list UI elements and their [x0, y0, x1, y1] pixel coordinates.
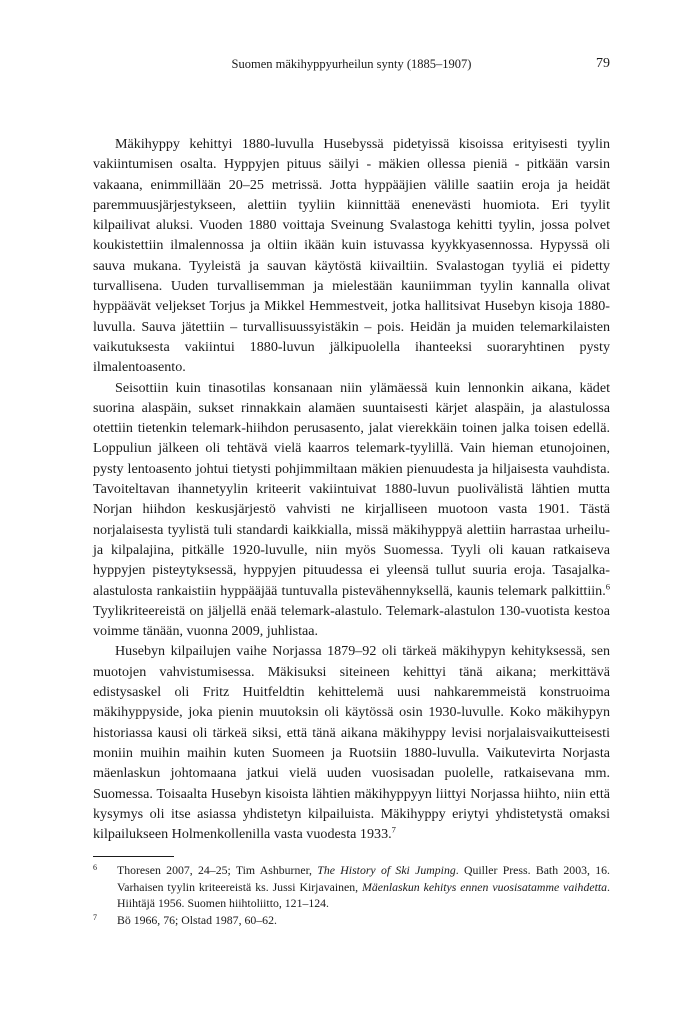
footnote — [93, 862, 610, 912]
footnote-text: . Hiihtäjä 1956. Suomen hiihtoliitto, 121–124. — [117, 879, 610, 910]
footnote — [93, 912, 610, 929]
book-title: The History of Ski Jumping — [317, 863, 456, 877]
footnote-number: 6 — [93, 863, 97, 872]
paragraph — [93, 134, 610, 378]
paragraph-text: Tyylikriteereistä on jäljellä enää telemark-alastulo. Telemark-alastulon 130-vuotista kestoa voimme tänään, vuonna 2009, juhlistaa. — [93, 602, 610, 640]
footnote-number: 7 — [93, 912, 97, 922]
footnote-text: Thoresen 2007, 24–25; Tim Ashburner, — [117, 863, 318, 877]
footnote-text: . Quiller Press. Bath 2003, 16. Varhaisen tyylin kriteereistä ks. Jussi Kirjavainen, — [117, 863, 610, 894]
page-header — [93, 56, 610, 74]
footnote-reference[interactable]: 6 — [605, 580, 610, 591]
paragraph — [93, 641, 610, 844]
paragraph-text: Seisottiin kuin tinasotilas konsanaan niin ylämäessä kuin lennonkin aikana, kädet suorina alaspäin, sukset rinnakkain alamäen suuntaisesti kärjet alaspäin, ja alastulossa otettiin tietenkin telemark-hiihdon perusasento, jalat vierekkäin toinen jalka toisen edellä. Loppuliun jälkeen oli tehtävä vielä kaarros telemark-tyylillä. Vain hieman etunojoinen, pysty lentoasento johtui tietysti pohjimmiltaan mäkien pienuudesta ja hiljaisesta vauhdista. Tavoiteltavan ihannetyylin kriteerit vakiintuivat 1880-luvun puolivälistä lähtien mutta Norjan hiihdon keskusjärjestö vahvisti ne kirjalliseen muotoon vasta 1901. Tästä norjalaisesta tyylistä tuli standardi kaikkialla, missä mäkihyppyä alettiin harrastaa urheilu- ja kilpalajina, pitkälle 1920-luvulle, niin myös Suomessa. Tyyli oli kauan ratkaiseva hyppyjen pisteytyksessä, hyppyjen pituudessa ei yleensä tullut suuria eroja. Tasajalka-alastulosta rankaistiin hyppääjää tuntuvalla pistevähennyksellä, kaunis telemark palkittiin. — [93, 379, 610, 599]
footnotes — [93, 862, 610, 928]
body-text — [93, 134, 610, 844]
page-number: 79 — [596, 56, 610, 71]
paragraph-text: Mäkihyppy kehittyi 1880-luvulla Husebyssä pidetyissä kisoissa erityisesti tyylin vakiintumisen osalta. Hyppyjen pituus säilyi - mäkien ollessa pieniä - pitkään varsin vakaana, enimmillään 20–25 metrissä. Jotta hyppääjien välille saatiin eroja ja heidät paremmuusjärjestykseen, alettiin tyyliin kiinnittää enenevästi huomiota. Eri tyylit kilpailivat aluksi. Vuoden 1880 voittaja Sveinung Svalastoga kehitti tyylin, jossa polvet koukistettiin ilmalennossa ja oltiin ikään kuin istuvassa kyykkyasennossa. Hypyssä oli sauva mukana. Tyyleistä ja sauvan käytöstä kiivailtiin. Svalastogan tyyliä ei pidetty turvallisena. Uuden turvallisemman ja mielestään kauniimman tyylin kannalla olivat hyppäävät veljekset Torjus ja Mikkel Hemmestveit, jotka hallitsivat Husebyn kisoja 1880-luvulla. Sauva jätettiin – turvallisuussyistäkin – pois. Heidän ja muiden telemarkilaisten vaikutuksesta vakiintui 1880-luvun jälkipuolella ihanteeksi suoraryhtinen pysty ilmalentoasento. — [93, 136, 610, 376]
footnote-text: Bö 1966, 76; Olstad 1987, 60–62. — [117, 912, 277, 927]
article-title: Mäenlaskun kehitys ennen vuosisatamme vaihdetta — [362, 879, 608, 894]
paragraph — [93, 378, 610, 642]
paragraph-text: Husebyn kilpailujen vaihe Norjassa 1879–92 oli tärkeä mäkihypyn kehityksessä, sen muotojen vahvistumisessa. Mäkisuksi siteineen kehittyi tänä aikana; merkittävä edistysaskel oli Fritz Huitfeldtin kehittelemä uusi nahkaremmeistä konstruoima mäkihyppyside, joka pienin muutoksin oli käytössä osin 1930-luvulle. Koko mäkihypyn historiassa kausi oli tärkeä siksi, että tänä aikana mäkihyppy levisi norjalaisvaikutteisesti moniin muihin maihin kuten Suomeen ja Ruotsiin 1880-luvulla. Vaikutevirta Norjasta mäenlaskun johtomaana jatkui vielä uuden vuosisadan puolelle, ratkaisevana mm. Suomessa. Toisaalta Husebyn kisoista lähtien mäkihyppyyn liittyi Norjassa hiihto, niin että kysymys oli itse asiassa yhdistetyn kilpailuista. Mäkihyppy eriytyi yhdistetystä omaksi kilpailukseen Holmenkollenilla vasta vuodesta 1933. — [93, 643, 610, 843]
footnote-reference[interactable]: 7 — [391, 824, 396, 835]
running-title: Suomen mäkihyppyurheilun synty (1885–1907) — [231, 57, 472, 71]
footnote-separator — [93, 856, 174, 857]
